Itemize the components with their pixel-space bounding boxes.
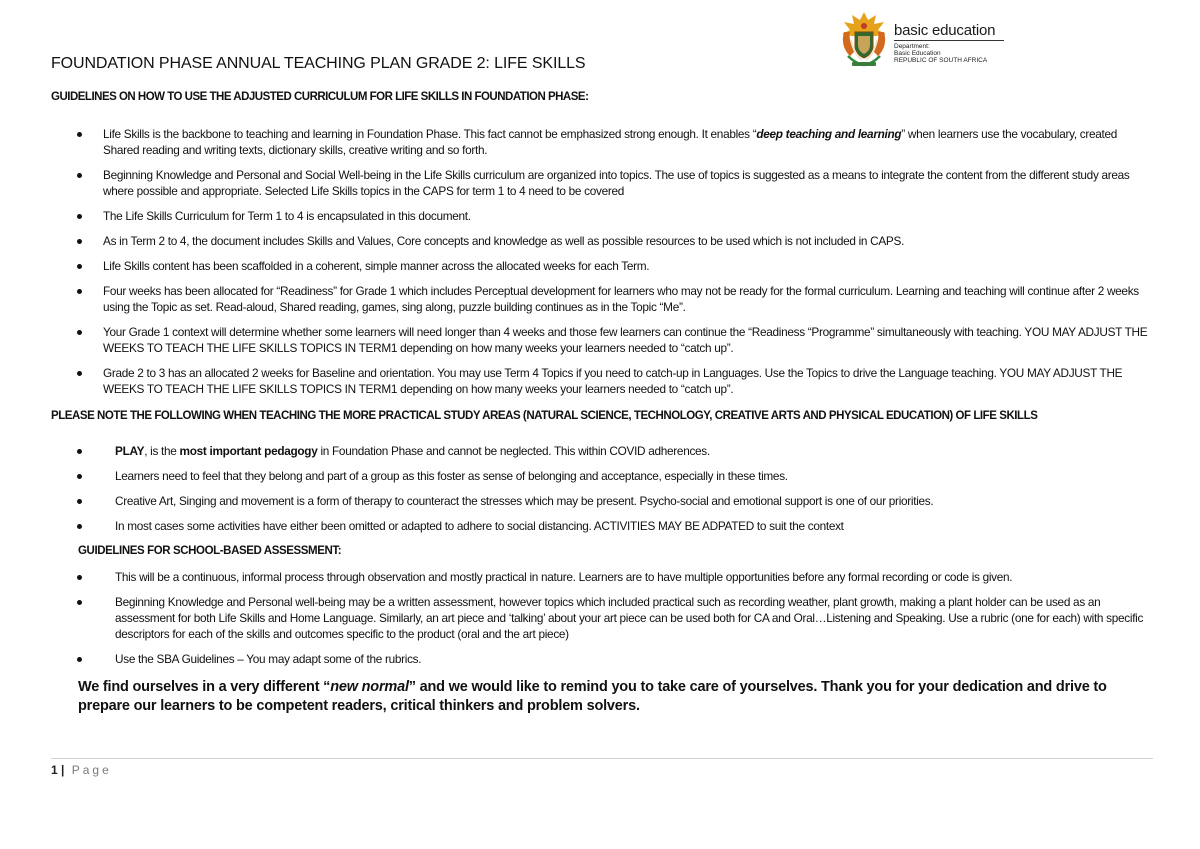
list-item: This will be a continuous, informal process through observation and mostly practical in nature. Learners are to have multiple opportunities before any formal recording or code is given. bbox=[115, 569, 1145, 585]
list-item: The Life Skills Curriculum for Term 1 to 4 is encapsulated in this document. bbox=[103, 208, 1148, 224]
bullet-icon bbox=[77, 524, 82, 529]
assessment-list bbox=[115, 569, 1145, 676]
list-item: Use the SBA Guidelines – You may adapt some of the rubrics. bbox=[115, 651, 1145, 667]
logo-department-text: Department: Basic Education REPUBLIC OF SOUTH AFRICA bbox=[894, 43, 988, 65]
list-item: Beginning Knowledge and Personal well-being may be a written assessment, however topics which included practical such as recording weather, plant growth, making a plant holder can be used as an assessment for both Life Skills and Home Language. Similarly, an art piece and ‘talking’ about your art piece can be used both for CA and Oral…Listening and Speaking. Use a rubric (one for each) with specific descriptors for each of the skills and outcomes specific to the product (oral and the art piece) bbox=[115, 594, 1145, 642]
page-footer bbox=[51, 763, 112, 777]
bullet-icon bbox=[77, 173, 82, 178]
footer-separator: | bbox=[61, 763, 65, 777]
list-item: Grade 2 to 3 has an allocated 2 weeks for Baseline and orientation. You may use Term 4 Topics if you need to catch-up in Languages. Use the Topics to drive the Language teaching. YOU MAY ADJUST THE WEEKS TO TEACH THE LIFE SKILLS TOPICS IN TERM1 depending on how many weeks your learners needed to “catch up”. bbox=[103, 365, 1148, 397]
department-logo bbox=[838, 10, 1018, 72]
bullet-icon bbox=[77, 330, 82, 335]
bullet-icon bbox=[77, 600, 82, 605]
list-item: Your Grade 1 context will determine whether some learners will need longer than 4 weeks and those few learners can continue the “Readiness “Programme” simultaneously with teaching. YOU MAY ADJUST THE WEEKS TO TEACH THE LIFE SKILLS TOPICS IN TERM1 depending on how many weeks your learners needed to “catch up”. bbox=[103, 324, 1148, 356]
bullet-icon bbox=[77, 264, 82, 269]
list-item: Life Skills is the backbone to teaching and learning in Foundation Phase. This fact cannot be emphasized strong enough. It enables “deep teaching and learning” when learners use the vocabulary, created Shared reading and writing texts, dictionary skills, creative writing and so forth. bbox=[103, 126, 1148, 158]
bullet-icon bbox=[77, 132, 82, 137]
list-item: Life Skills content has been scaffolded in a coherent, simple manner across the allocated weeks for each Term. bbox=[103, 258, 1148, 274]
document-title: FOUNDATION PHASE ANNUAL TEACHING PLAN GRADE 2: LIFE SKILLS bbox=[51, 55, 586, 72]
bullet-icon bbox=[77, 474, 82, 479]
list-item: In most cases some activities have either been omitted or adapted to adhere to social distancing. ACTIVITIES MAY BE ADPATED to suit the context bbox=[115, 518, 1145, 534]
bullet-icon bbox=[77, 289, 82, 294]
practical-heading: PLEASE NOTE THE FOLLOWING WHEN TEACHING THE MORE PRACTICAL STUDY AREAS (NATURAL SCIENCE, TECHNOLOGY, CREATIVE ARTS AND PHYSICAL EDUCATION) OF LIFE SKILLS bbox=[51, 410, 1038, 422]
guidelines-heading: GUIDELINES ON HOW TO USE THE ADJUSTED CURRICULUM FOR LIFE SKILLS IN FOUNDATION PHASE: bbox=[51, 91, 589, 103]
bullet-icon bbox=[77, 449, 82, 454]
list-item: PLAY, is the most important pedagogy in Foundation Phase and cannot be neglected. This within COVID adherences. bbox=[115, 443, 1145, 459]
bullet-icon bbox=[77, 499, 82, 504]
bullet-icon bbox=[77, 575, 82, 580]
bullet-icon bbox=[77, 214, 82, 219]
logo-brand-text: basic education bbox=[894, 22, 996, 39]
closing-message: We find ourselves in a very different “new normal” and we would like to remind you to take care of yourselves. Thank you for your dedication and drive to prepare our learners to be competent readers, critical thinkers and problem solvers. bbox=[78, 679, 1107, 714]
bullet-icon bbox=[77, 371, 82, 376]
bullet-icon bbox=[77, 657, 82, 662]
footer-divider bbox=[51, 758, 1153, 759]
bullet-icon bbox=[77, 239, 82, 244]
page-label: Page bbox=[71, 763, 112, 777]
page-number: 1 bbox=[51, 763, 58, 777]
list-item: As in Term 2 to 4, the document includes Skills and Values, Core concepts and knowledge as well as possible resources to be used which is not included in CAPS. bbox=[103, 233, 1148, 249]
list-item: Beginning Knowledge and Personal and Social Well-being in the Life Skills curriculum are organized into topics. The use of topics is suggested as a means to integrate the content from the different study areas where possible and appropriate. Selected Life Skills topics in the CAPS for term 1 to 4 need to be covered bbox=[103, 167, 1148, 199]
logo-divider bbox=[894, 40, 1004, 41]
list-item: Creative Art, Singing and movement is a form of therapy to counteract the stresses which may be present. Psycho-social and emotional support is one of our priorities. bbox=[115, 493, 1145, 509]
practical-list bbox=[115, 443, 1145, 543]
list-item: Four weeks has been allocated for “Readiness” for Grade 1 which includes Perceptual development for learners who may not be ready for the formal curriculum. Learning and teaching will continue after 2 weeks using the Topic as set. Read-aloud, Shared reading, games, sing along, puzzle building continues as in the Topic “Me”. bbox=[103, 283, 1148, 315]
guidelines-list bbox=[103, 126, 1148, 406]
coat-of-arms-icon bbox=[838, 10, 890, 68]
list-item: Learners need to feel that they belong and part of a group as this foster as sense of belonging and acceptance, especially in these times. bbox=[115, 468, 1145, 484]
assessment-heading: GUIDELINES FOR SCHOOL-BASED ASSESSMENT: bbox=[78, 545, 342, 557]
